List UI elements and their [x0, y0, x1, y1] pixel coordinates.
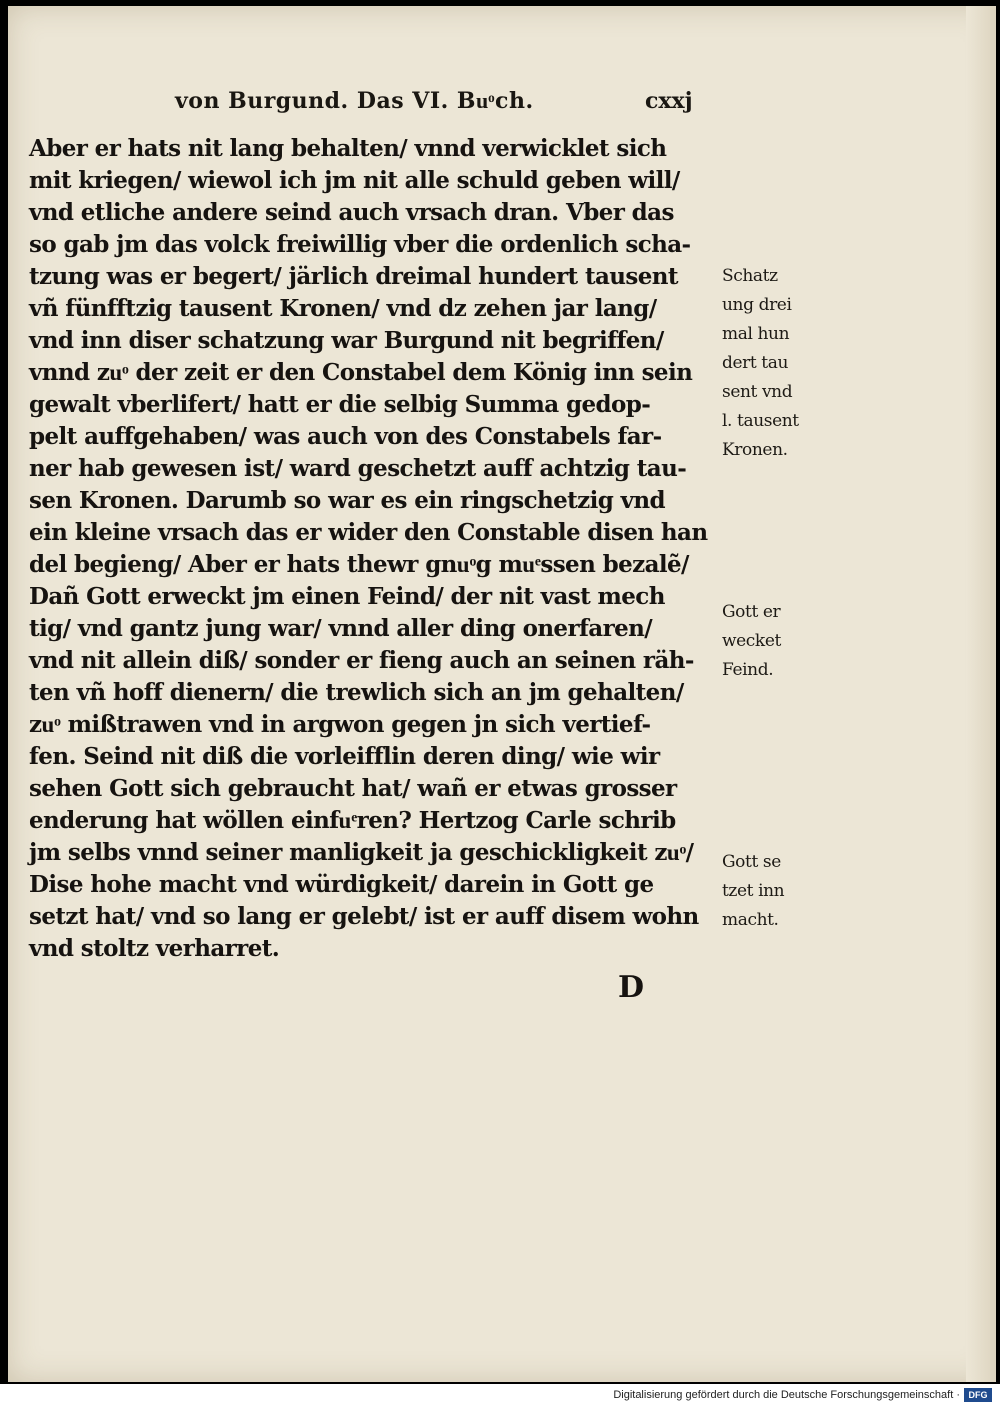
- text-line: vnnd zuͦ der zeit er den Constabel dem König inn sein: [29, 359, 693, 386]
- text-line: vnd etliche andere seind auch vrsach dran. Vber das: [29, 199, 674, 226]
- text-line: so gab jm das volck freiwillig vber die ordenlich scha-: [29, 231, 691, 258]
- margin-note-line: dert tau: [722, 353, 789, 373]
- margin-note-enemy: [722, 598, 832, 685]
- margin-note-line: tzet inn: [722, 881, 785, 901]
- text-line: sehen Gott sich gebraucht hat/ wañ er etwas grosser: [29, 775, 677, 802]
- text-line: zuͦ mißtrawen vnd in argwon gegen jn sich vertief-: [29, 711, 651, 738]
- text-line: Aber er hats nit lang behalten/ vnnd verwicklet sich: [29, 135, 667, 162]
- text-line: fen. Seind nit diß die vorleifflin deren ding/ wie wir: [29, 743, 660, 770]
- page-edge: [966, 6, 996, 1382]
- margin-note-line: ung drei: [722, 295, 792, 315]
- footer-credit: Digitalisierung gefördert durch die Deutsche Forschungsgemeinschaft ·: [613, 1389, 960, 1401]
- text-line: mit kriegen/ wiewol ich jm nit alle schuld geben will/: [29, 167, 680, 194]
- margin-note-line: Gott er: [722, 602, 781, 622]
- text-line: vnd nit allein diß/ sonder er fieng auch an seinen räh-: [29, 647, 694, 674]
- text-line: Dise hohe macht vnd würdigkeit/ darein in Gott ge: [29, 871, 654, 898]
- margin-note-line: sent vnd: [722, 382, 793, 402]
- footer-bar: [0, 1384, 1000, 1410]
- margin-note-line: mal hun: [722, 324, 790, 344]
- text-line: Dañ Gott erweckt jm einen Feind/ der nit vast mech: [29, 583, 665, 610]
- margin-note-line: l. tausent: [722, 411, 799, 431]
- signature-mark: D: [618, 970, 645, 1005]
- text-line: ner hab gewesen ist/ ward geschetzt auff achtzig tau-: [29, 455, 687, 482]
- margin-note-line: Kronen.: [722, 440, 788, 460]
- margin-note-power: [722, 848, 832, 935]
- text-line: del begieng/ Aber er hats thewr gnuͦg muͤssen bezalẽ/: [29, 551, 689, 578]
- text-line: setzt hat/ vnd so lang er gelebt/ ist er auff disem wohn: [29, 903, 699, 930]
- margin-note-line: Feind.: [722, 660, 774, 680]
- text-line: pelt auffgehaben/ was auch von des Constabels far-: [29, 423, 662, 450]
- text-line: vñ fünfftzig tausent Kronen/ vnd dz zehen jar lang/: [29, 295, 657, 322]
- margin-note-line: wecket: [722, 631, 781, 651]
- text-line: tig/ vnd gantz jung war/ vnnd aller ding onerfaren/: [29, 615, 653, 642]
- dfg-logo: DFG: [964, 1388, 992, 1402]
- text-line: vnd stoltz verharret.: [29, 935, 280, 962]
- margin-note-line: Schatz: [722, 266, 778, 286]
- text-line: sen Kronen. Darumb so war es ein ringschetzig vnd: [29, 487, 666, 514]
- text-line: vnd inn diser schatzung war Burgund nit begriffen/: [29, 327, 664, 354]
- margin-note-tax: [722, 262, 832, 465]
- running-head: von Burgund. Das VI. Buͦch.: [175, 88, 534, 114]
- text-line: jm selbs vnnd seiner manligkeit ja geschickligkeit zuͦ/: [29, 839, 694, 866]
- text-line: ein kleine vrsach das er wider den Constable disen han: [29, 519, 708, 546]
- text-line: gewalt vberlifert/ hatt er die selbig Summa gedop-: [29, 391, 651, 418]
- margin-note-line: macht.: [722, 910, 779, 930]
- text-line: ten vñ hoff dienern/ die trewlich sich an jm gehalten/: [29, 679, 684, 706]
- text-line: tzung was er begert/ järlich dreimal hundert tausent: [29, 263, 678, 290]
- margin-note-line: Gott se: [722, 852, 781, 872]
- text-line: enderung hat wöllen einfuͤren? Hertzog Carle schrib: [29, 807, 676, 834]
- body-text: [29, 133, 719, 965]
- folio-number: cxxj: [645, 88, 693, 114]
